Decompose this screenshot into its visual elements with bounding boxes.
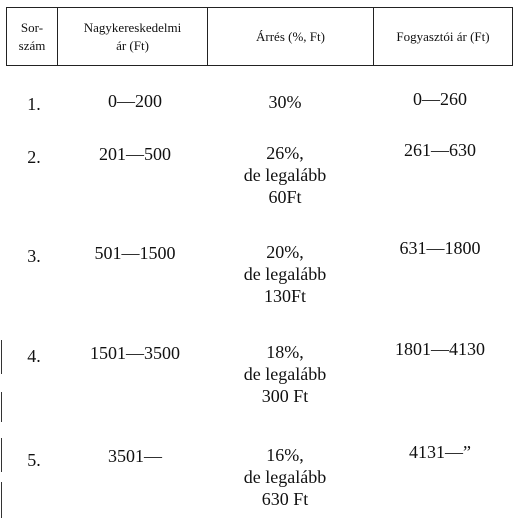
row-1-consumer: 0—260 xyxy=(413,89,467,109)
margin-scan-mark xyxy=(1,482,2,518)
row-2-margin: 26%, de legalább 60Ft xyxy=(243,143,327,207)
header-wholesale-line-1: Nagykereskedelmi xyxy=(83,19,182,35)
row-3-margin: 20%, de legalább 130Ft xyxy=(243,242,327,306)
margin-scan-mark xyxy=(1,392,2,422)
header-serial-line-2: szám xyxy=(18,37,46,53)
header-wholesale-price xyxy=(58,8,208,65)
row-1-number: 1. xyxy=(27,94,41,114)
margin-scan-mark xyxy=(1,438,2,472)
margin-scan-mark xyxy=(1,340,2,374)
row-5-number: 5. xyxy=(27,450,41,470)
header-serial-line-1: Sor- xyxy=(20,19,44,35)
row-4-number: 4. xyxy=(27,346,41,366)
row-2-number: 2. xyxy=(27,147,41,167)
row-1-wholesale: 0—200 xyxy=(108,91,162,111)
header-consumer-price: Fogyasztói ár (Ft) xyxy=(396,28,490,44)
row-2-wholesale: 201—500 xyxy=(99,144,171,164)
row-1-margin: 30% xyxy=(268,92,302,112)
header-serial-number xyxy=(7,8,58,65)
row-5-wholesale: 3501— xyxy=(108,446,162,466)
table-header xyxy=(6,7,513,66)
row-5-consumer: 4131—” xyxy=(409,442,471,462)
row-2-consumer: 261—630 xyxy=(404,140,476,160)
row-4-margin: 18%, de legalább 300 Ft xyxy=(243,342,327,406)
header-wholesale-line-2: ár (Ft) xyxy=(116,37,149,53)
row-5-margin: 16%, de legalább 630 Ft xyxy=(243,445,327,509)
row-4-wholesale: 1501—3500 xyxy=(90,343,180,363)
header-margin: Árrés (%, Ft) xyxy=(208,8,374,65)
row-4-consumer: 1801—4130 xyxy=(395,339,485,359)
row-3-number: 3. xyxy=(27,246,41,266)
row-3-consumer: 631—1800 xyxy=(399,238,481,258)
row-3-wholesale: 501—1500 xyxy=(94,243,176,263)
